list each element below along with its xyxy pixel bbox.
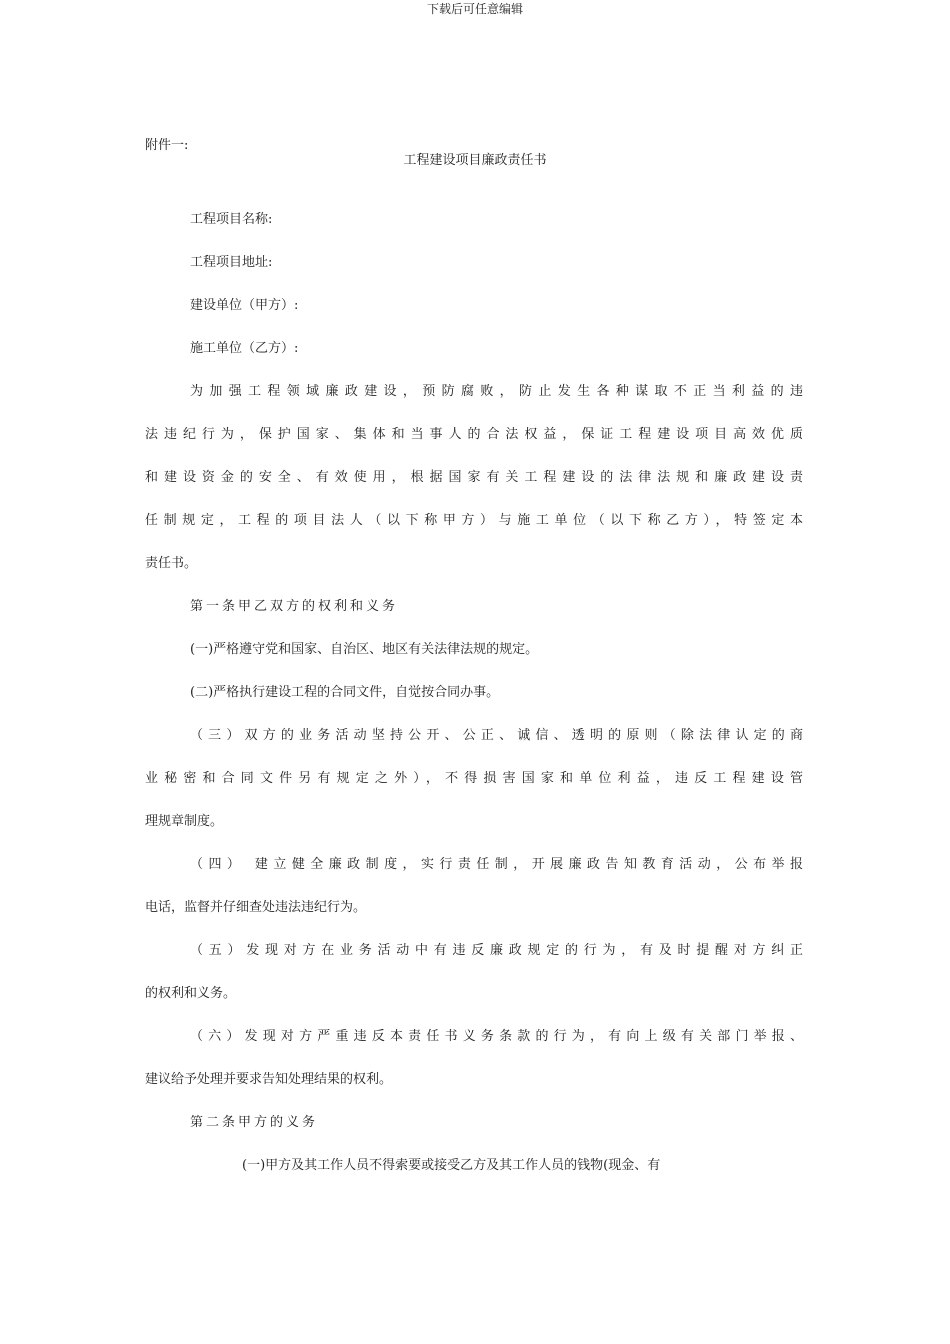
document-title: 工程建设项目廉政责任书 <box>403 153 547 168</box>
article-2-heading: 第二条甲方的义务 <box>190 1115 319 1130</box>
attachment-label: 附件一: <box>145 138 189 153</box>
intro-line: 为加强工程领域廉政建设，预防腐败，防止发生各种谋取不正当利益的违 <box>190 384 803 399</box>
article-1-item: 业秘密和合同文件另有规定之外），不得损害国家和单位利益，违反工程建设管 <box>145 771 803 786</box>
article-1-item: （六）发现对方严重违反本责任书义务条款的行为，有向上级有关部门举报、 <box>190 1029 803 1044</box>
article-1-heading: 第一条甲乙双方的权利和义务 <box>190 599 399 614</box>
article-1-item: 的权利和义务。 <box>145 986 237 1001</box>
intro-line: 和建设资金的安全、有效使用，根据国家有关工程建设的法律法规和廉政建设责 <box>145 470 803 485</box>
field-project-name: 工程项目名称: <box>190 212 273 227</box>
article-1-item: 电话，监督并仔细查处违法违纪行为。 <box>145 900 367 915</box>
article-1-item: 建议给予处理并要求告知处理结果的权利。 <box>145 1072 393 1087</box>
article-1-item: （五）发现对方在业务活动中有违反廉政规定的行为，有及时提醒对方纠正 <box>190 943 803 958</box>
article-1-item: （三）双方的业务活动坚持公开、公正、诚信、透明的原则（除法律认定的商 <box>190 728 803 743</box>
intro-line: 法违纪行为，保护国家、集体和当事人的合法权益，保证工程建设项目高效优质 <box>145 427 803 442</box>
article-1-item: (一)严格遵守党和国家、自治区、地区有关法律法规的规定。 <box>190 642 539 657</box>
field-project-address: 工程项目地址: <box>190 255 273 270</box>
field-party-a: 建设单位（甲方）: <box>190 298 299 313</box>
article-1-item: （四） 建立健全廉政制度，实行责任制，开展廉政告知教育活动，公布举报 <box>190 857 803 872</box>
article-1-item: 理规章制度。 <box>145 814 224 829</box>
field-party-b: 施工单位（乙方）: <box>190 341 299 356</box>
intro-line: 任制规定，工程的项目法人（以下称甲方）与施工单位（以下称乙方），特签定本 <box>145 513 803 528</box>
intro-line: 责任书。 <box>145 556 198 571</box>
page-header-note: 下载后可任意编辑 <box>426 2 523 16</box>
article-1-item: (二)严格执行建设工程的合同文件，自觉按合同办事。 <box>190 685 500 700</box>
article-2-item: (一)甲方及其工作人员不得索要或接受乙方及其工作人员的钱物(现金、有 <box>242 1158 661 1173</box>
